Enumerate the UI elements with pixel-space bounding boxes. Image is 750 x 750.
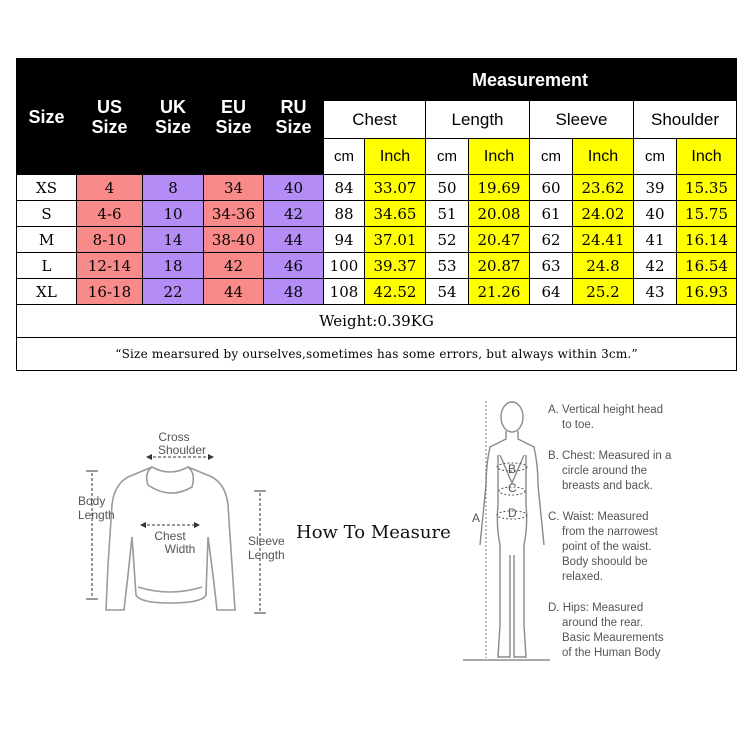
chest-inch-cell: 33.07: [365, 175, 426, 201]
us-size-header: US Size: [77, 59, 143, 175]
weight-row: Weight:0.39KG: [17, 305, 737, 338]
sleeve-cm-cell: 64: [530, 279, 573, 305]
table-row: [17, 175, 737, 201]
ru-size-cell: 42: [264, 201, 324, 227]
ru-size-cell: 46: [264, 253, 324, 279]
sweater-diagram: [70, 425, 300, 620]
shoulder-cm-cell: 40: [634, 201, 677, 227]
chest-cm-cell: 100: [324, 253, 365, 279]
size-cell: XL: [17, 279, 77, 305]
shoulder-cm-cell: 41: [634, 227, 677, 253]
length-cm-cell: 51: [426, 201, 469, 227]
uk-size-cell: 22: [143, 279, 204, 305]
ru-size-cell: 48: [264, 279, 324, 305]
size-cell: L: [17, 253, 77, 279]
legend-d: D. Hips: Measured around the rear. Basic Meaurements of the Human Body: [548, 602, 664, 659]
chest-inch-cell: 37.01: [365, 227, 426, 253]
measurement-header: Measurement: [324, 59, 737, 101]
cross-shoulder-label-1: Cross: [158, 430, 190, 444]
size-cell: XS: [17, 175, 77, 201]
body-length-label-1: Body: [78, 494, 106, 508]
sleeve-inch-cell: 23.62: [573, 175, 634, 201]
length-cm-cell: 53: [426, 253, 469, 279]
chest-width-label-1: Chest: [154, 529, 186, 543]
shoulder-cm-cell: 43: [634, 279, 677, 305]
body-outline: [480, 402, 544, 657]
length-inch-cell: 20.08: [469, 201, 530, 227]
uk-size-header: UK Size: [143, 59, 204, 175]
disclaimer-note: “Size mearsured by ourselves,sometimes has some errors, but always within 3cm.”: [17, 338, 737, 371]
us-size-cell: 4-6: [77, 201, 143, 227]
arrow-right-icon: [194, 522, 200, 528]
unit-cm: cm: [324, 139, 365, 175]
length-cm-cell: 50: [426, 175, 469, 201]
legend-c: C. Waist: Measured from the narrowest point of the waist. Body shoould be relaxed.: [548, 511, 658, 583]
sleeve-inch-cell: 24.02: [573, 201, 634, 227]
table-row: [17, 201, 737, 227]
body-diagram: [460, 395, 550, 665]
uk-size-cell: 18: [143, 253, 204, 279]
sleeve-cm-cell: 61: [530, 201, 573, 227]
cross-shoulder-label-2: Shoulder: [157, 443, 207, 457]
eu-size-header: EU Size: [204, 59, 264, 175]
length-group-header: Length: [426, 101, 530, 139]
size-cell: M: [17, 227, 77, 253]
size-cell: S: [17, 201, 77, 227]
sleeve-cm-cell: 63: [530, 253, 573, 279]
eu-size-cell: 34-36: [204, 201, 264, 227]
eu-size-cell: 34: [204, 175, 264, 201]
length-inch-cell: 20.47: [469, 227, 530, 253]
marker-b: B: [508, 462, 517, 476]
marker-c: C: [508, 481, 517, 495]
length-inch-cell: 21.26: [469, 279, 530, 305]
us-size-cell: 12-14: [77, 253, 143, 279]
chest-inch-cell: 42.52: [365, 279, 426, 305]
arrow-left-icon: [140, 522, 146, 528]
us-size-cell: 4: [77, 175, 143, 201]
legend-b: B. Chest: Measured in a circle around the breasts and back.: [548, 450, 672, 492]
shoulder-inch-cell: 16.14: [677, 227, 737, 253]
sleeve-inch-cell: 24.41: [573, 227, 634, 253]
sleeve-length-label-2: Length: [248, 548, 285, 562]
shoulder-group-header: Shoulder: [634, 101, 737, 139]
length-inch-cell: 20.87: [469, 253, 530, 279]
unit-inch: Inch: [677, 139, 737, 175]
sleeve-length-label-1: Sleeve: [248, 534, 285, 548]
table-row: [17, 253, 737, 279]
sleeve-cm-cell: 60: [530, 175, 573, 201]
shoulder-inch-cell: 16.93: [677, 279, 737, 305]
sleeve-group-header: Sleeve: [530, 101, 634, 139]
body-length-label-2: Length: [78, 508, 115, 522]
length-inch-cell: 19.69: [469, 175, 530, 201]
unit-cm: cm: [634, 139, 677, 175]
unit-inch: Inch: [573, 139, 634, 175]
chest-inch-cell: 39.37: [365, 253, 426, 279]
chest-cm-cell: 108: [324, 279, 365, 305]
eu-size-cell: 42: [204, 253, 264, 279]
table-row: [17, 279, 737, 305]
legend-a: A. Vertical height head to toe.: [548, 404, 664, 431]
us-size-cell: 16-18: [77, 279, 143, 305]
ru-size-cell: 44: [264, 227, 324, 253]
sleeve-inch-cell: 25.2: [573, 279, 634, 305]
ru-size-header: RU Size: [264, 59, 324, 175]
shoulder-inch-cell: 15.75: [677, 201, 737, 227]
table-row: [17, 227, 737, 253]
chest-inch-cell: 34.65: [365, 201, 426, 227]
shoulder-inch-cell: 15.35: [677, 175, 737, 201]
chest-group-header: Chest: [324, 101, 426, 139]
size-chart-table: [16, 58, 737, 371]
eu-size-cell: 44: [204, 279, 264, 305]
sleeve-inch-cell: 24.8: [573, 253, 634, 279]
marker-a: A: [472, 511, 481, 525]
length-cm-cell: 52: [426, 227, 469, 253]
length-cm-cell: 54: [426, 279, 469, 305]
chest-cm-cell: 88: [324, 201, 365, 227]
shoulder-inch-cell: 16.54: [677, 253, 737, 279]
unit-inch: Inch: [469, 139, 530, 175]
ru-size-cell: 40: [264, 175, 324, 201]
sleeve-cm-cell: 62: [530, 227, 573, 253]
size-header: Size: [17, 59, 77, 175]
uk-size-cell: 14: [143, 227, 204, 253]
shoulder-cm-cell: 42: [634, 253, 677, 279]
unit-cm: cm: [530, 139, 573, 175]
how-to-measure-title: How To Measure: [296, 522, 451, 543]
arrow-left-icon: [146, 454, 152, 460]
chest-width-label-2: Width: [164, 542, 196, 556]
marker-d: D: [508, 506, 517, 520]
eu-size-cell: 38-40: [204, 227, 264, 253]
uk-size-cell: 8: [143, 175, 204, 201]
unit-inch: Inch: [365, 139, 426, 175]
shoulder-cm-cell: 39: [634, 175, 677, 201]
chest-cm-cell: 94: [324, 227, 365, 253]
unit-cm: cm: [426, 139, 469, 175]
us-size-cell: 8-10: [77, 227, 143, 253]
chest-cm-cell: 84: [324, 175, 365, 201]
uk-size-cell: 10: [143, 201, 204, 227]
arrow-right-icon: [208, 454, 214, 460]
